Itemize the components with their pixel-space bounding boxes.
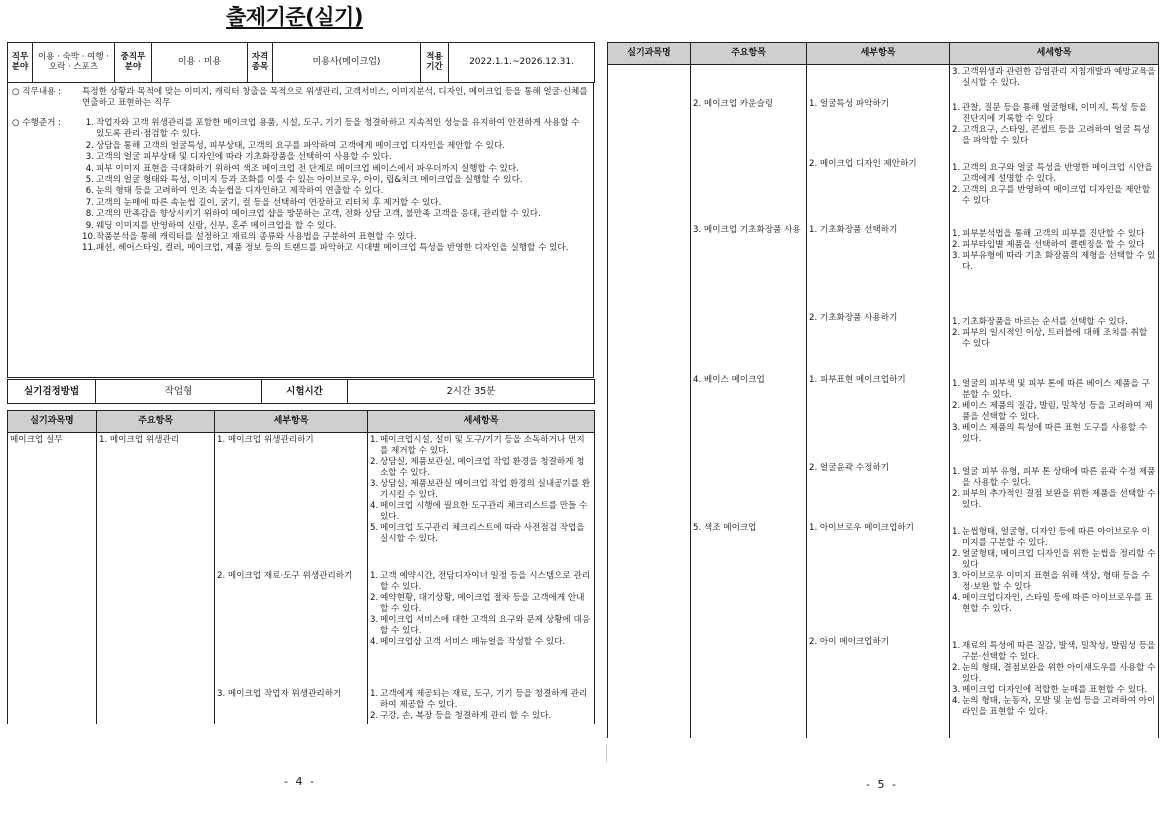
list-item [370, 435, 592, 457]
item-text: 피부의 추가적인 결점 보완을 위한 제품을 선택할 수 있다. [962, 489, 1156, 510]
item-text: 눈의 형태 등을 고려하여 인조 속눈썹을 디자인하고 제작하여 연출할 수 있다. [96, 186, 384, 197]
list-item [952, 571, 1156, 593]
sub-cell [215, 433, 368, 725]
list-item [952, 685, 1156, 696]
item-number: 4. [85, 163, 94, 174]
item-text: 메이크업 시행에 필요한 도구관리 체크리스트를 만들 수 있다. [380, 501, 588, 522]
item-text: 메이크업샵 고객 서비스 매뉴얼을 작성할 수 있다. [380, 637, 566, 647]
col-subject-right: 실기과목명 [608, 43, 691, 65]
list-item [82, 164, 589, 175]
m2-sub-2: 2. 메이크업 디자인 제안하기 [809, 159, 917, 169]
mid-field-label: 중직무 분야 [115, 43, 152, 83]
detail-cell-right [950, 65, 1159, 739]
item-number: 10. [82, 232, 96, 243]
item-number: 4. [952, 696, 961, 706]
item-number: 2. [952, 185, 961, 195]
item-number: 2. [370, 457, 379, 467]
main-item-5: 5. 색조 메이크업 [693, 523, 757, 533]
list-item [370, 457, 592, 479]
item-text: 기초화장품을 바르는 순서를 선택할 수 있다. [962, 317, 1128, 327]
item-text: 아이브로우 이미지 표현을 위해 색상, 형태 등을 수정·보완 할 수 있다 [962, 571, 1150, 592]
item-number: 2. [85, 140, 94, 151]
m4-detail-1 [952, 379, 1156, 467]
list-item [82, 152, 589, 163]
item-number: 11. [82, 243, 96, 254]
cert-value: 미용사(메이크업) [273, 43, 421, 83]
item-number: 3. [370, 479, 379, 489]
item-number: 1. [952, 379, 961, 389]
item-text: 고객의 눈매에 따른 속눈썹 길이, 굵기, 컬 등을 선택하여 연장하고 리터치 후 제거할 수 있다. [96, 197, 442, 208]
col-sub: 세부항목 [215, 411, 368, 433]
list-item [952, 641, 1156, 663]
list-item [952, 593, 1156, 615]
detail-list-3 [370, 689, 592, 722]
main-item-4: 4. 베이스 메이크업 [693, 375, 765, 385]
method-label: 실기검정방법 [8, 380, 96, 404]
perf-row [12, 118, 589, 255]
item-text: 웨딩 이미지를 반영하여 신랑, 신부, 혼주 메이크업을 할 수 있다. [96, 220, 337, 231]
item-text: 눈의 형태, 눈동자, 모발 및 눈썹 등을 고려하여 아이라인을 표현할 수 있다. [962, 696, 1156, 717]
period-value: 2022.1.1.~2026.12.31. [449, 43, 595, 83]
item-text: 패션, 헤어스타일, 컬러, 메이크업, 제품 정보 등의 트랜드를 파악하고 시대별 메이크업 특성을 반영한 디자인을 실행할 수 있다. [96, 243, 569, 254]
left-detail-table [7, 410, 595, 724]
item-text: 피부분석법을 통해 고객의 피부를 진단할 수 있다 [962, 229, 1145, 239]
list-item [952, 67, 1156, 89]
detail-list-1 [370, 435, 592, 571]
list-item [952, 527, 1156, 549]
main-cell [97, 433, 215, 725]
list-item [370, 637, 592, 648]
item-number: 1. [952, 163, 961, 173]
item-number: 2. [952, 328, 961, 338]
list-item [370, 571, 592, 593]
list-item [952, 229, 1156, 240]
list-item [952, 423, 1156, 445]
info-table [7, 42, 595, 83]
main-item-3: 3. 메이크업 기초화장품 사용 [693, 225, 801, 235]
item-text: 관찰, 질문 등을 통해 얼굴형태, 이미지, 특성 등을 진단지에 기록할 수 있다 [962, 103, 1148, 124]
col-sub-right: 세부항목 [807, 43, 950, 65]
item-number: 2. [952, 549, 961, 559]
item-text: 고객의 요구와 얼굴 특성을 반영한 메이크업 시안을 고객에게 설명할 수 있다. [962, 163, 1153, 184]
right-detail-table [607, 42, 1159, 738]
list-item [82, 209, 589, 220]
m4-sub-1: 1. 피부표현 메이크업하기 [809, 375, 906, 385]
main-cell-right [691, 65, 807, 739]
item-number: 1. [952, 317, 961, 327]
item-number: 1. [370, 571, 379, 581]
list-item [952, 401, 1156, 423]
list-item [82, 221, 589, 232]
list-item [370, 615, 592, 637]
item-number: 3. [370, 615, 379, 625]
col-detail: 세세항목 [368, 411, 595, 433]
item-text: 고객의 얼굴 형태와 특성, 이미지 등과 조화를 이룰 수 있는 아이브로우, 아이, 립&치크 메이크업을 실행할 수 있다. [96, 174, 523, 185]
m5-sub-1: 1. 아이브로우 메이크업하기 [809, 523, 914, 533]
subject-cell-right [608, 65, 691, 739]
item-text: 고객에게 제공되는 재료, 도구, 기기 등을 청결하게 관리하여 제공할 수 있다. [380, 689, 588, 710]
m4-sub-2: 2. 얼굴윤곽 수정하기 [809, 463, 890, 473]
item-text: 얼굴의 피부색 및 피부 톤에 따른 베이스 제품을 구분할 수 있다. [962, 379, 1150, 400]
m4-detail-2 [952, 467, 1156, 527]
m2-detail-1 [952, 103, 1156, 163]
main-item-1: 1. 메이크업 위생관리 [99, 435, 180, 445]
item-text: 메이크업 디자인에 적합한 눈매를 표현할 수 있다. [962, 685, 1148, 695]
m5-detail-1 [952, 527, 1156, 641]
item-text: 고객의 만족감을 향상시키기 위하여 메이크업 샵을 방문하는 고객, 전화 상담 고객, 불만족 고객을 응대, 관리할 수 있다. [96, 209, 541, 220]
document-title: 출제기준(실기) [226, 5, 363, 29]
list-item [952, 489, 1156, 511]
item-number: 4. [952, 593, 961, 603]
item-text: 눈의 형태, 결점보완을 위한 아이섀도우를 사용할 수 있다. [962, 663, 1156, 684]
list-item [82, 198, 589, 209]
item-text: 메이크업디자인, 스타일 등에 따른 아이브로우를 표현할 수 있다. [962, 593, 1153, 614]
item-text: 얼굴 피부 유형, 피부 톤 상태에 따른 윤곽 수정 제품을 사용할 수 있다. [962, 467, 1156, 488]
sub-cell-right [807, 65, 950, 739]
item-number: 9. [85, 220, 94, 231]
list-item [952, 103, 1156, 125]
m2-sub-1: 1. 얼굴특성 파악하기 [809, 99, 890, 109]
list-item [82, 243, 589, 254]
item-text: 메이크업시설, 설비 및 도구/기기 등을 소독하거나 먼지를 제거할 수 있다. [380, 435, 585, 456]
time-value: 2시간 35분 [348, 380, 595, 404]
job-field-value: 이용 · 숙박 · 여행 · 오락 · 스포츠 [33, 43, 115, 83]
list-item [370, 711, 592, 722]
list-item [952, 549, 1156, 571]
item-number: 2. [952, 125, 961, 135]
item-number: 5. [370, 523, 379, 533]
item-text: 고객의 요구를 반영하여 메이크업 디자인을 제안할 수 있다 [962, 185, 1150, 206]
duty-text: 특정한 상황과 목적에 맞는 이미지, 캐릭터 창출을 목적으로 위생관리, 고객서비스, 이미지분석, 디자인, 메이크업 등을 통해 얼굴·신체를 연출하고 표현하는 직무 [82, 87, 588, 109]
item-text: 작품분석을 통해 캐릭터를 설정하고 재료의 종류와 사용법을 구분하여 표현할 수 있다. [96, 232, 417, 243]
item-text: 피부의 일시적인 이상, 트러블에 대해 조치를 취할 수 있다 [962, 328, 1148, 349]
item-text: 고객 예약시간, 전담디자이너 일정 등을 시스템으로 관리할 수 있다. [380, 571, 591, 592]
item-number: 3. [952, 571, 961, 581]
item-text: 눈썹형태, 얼굴형, 디자인 등에 따른 아이브로우 이미지를 구분할 수 있다. [962, 527, 1150, 548]
mid-field-value: 이용 · 미용 [152, 43, 248, 83]
sub-item-3: 3. 메이크업 작업자 위생관리하기 [217, 689, 342, 699]
detail-cell [368, 433, 595, 725]
job-field-label: 직무 분야 [8, 43, 33, 83]
list-item [952, 379, 1156, 401]
m3-sub-1: 1. 기초화장품 선택하기 [809, 225, 898, 235]
duty-row [12, 87, 589, 110]
m3-detail-1 [952, 229, 1156, 317]
col-main-right: 주요항목 [691, 43, 807, 65]
list-item [952, 240, 1156, 251]
list-item [82, 141, 589, 152]
item-number: 6. [85, 186, 94, 197]
list-item [952, 696, 1156, 718]
detail-list-top [952, 67, 1156, 103]
item-number: 2. [370, 593, 379, 603]
m5-sub-2: 2. 아이 메이크업하기 [809, 637, 890, 647]
list-item [370, 501, 592, 523]
item-number: 2. [952, 663, 961, 673]
item-number: 2. [370, 711, 379, 721]
item-number: 3. [952, 423, 961, 433]
perf-label: ○ 수행준거 : [12, 117, 62, 128]
item-text: 메이크업 서비스에 대한 고객의 요구와 문제 상황에 대응할 수 있다. [380, 615, 591, 636]
item-number: 3. [952, 67, 961, 77]
method-table [7, 379, 595, 404]
item-number: 1. [85, 117, 94, 128]
item-number: 3. [952, 251, 961, 261]
period-label: 적용 기간 [421, 43, 449, 83]
page-number-right: - 5 - [866, 778, 898, 791]
item-number: 1. [952, 229, 961, 239]
item-text: 상담실, 제품보관실, 메이크업 작업 환경을 청결하게 청소할 수 있다. [380, 457, 585, 478]
item-number: 2. [952, 489, 961, 499]
detail-list-2 [370, 571, 592, 689]
item-number: 1. [952, 527, 961, 537]
item-number: 1. [952, 103, 961, 113]
subject-name: 메이크업 실무 [10, 435, 63, 445]
list-item [952, 663, 1156, 685]
item-number: 4. [370, 501, 379, 511]
list-item [952, 185, 1156, 207]
m5-detail-2 [952, 641, 1156, 718]
item-number: 7. [85, 197, 94, 208]
col-detail-right: 세세항목 [950, 43, 1159, 65]
summary-box [7, 82, 594, 378]
item-number: 4. [370, 637, 379, 647]
item-number: 1. [370, 435, 379, 445]
sub-item-2: 2. 메이크업 재료·도구 위생관리하기 [217, 571, 353, 581]
left-detail-clip [0, 410, 600, 738]
item-number: 3. [85, 152, 94, 163]
list-item [82, 232, 589, 243]
item-text: 상담실, 제품보관실 메이크업 작업 환경의 실내공기를 환기시킬 수 있다. [380, 479, 591, 500]
list-item [82, 175, 589, 186]
list-item [370, 523, 592, 545]
list-item [952, 317, 1156, 328]
item-text: 메이크업 도구관리 체크리스트에 따라 사전점검 작업을 실시할 수 있다. [380, 523, 585, 544]
list-item [82, 118, 589, 141]
item-text: 작업자와 고객 위생관리를 포함한 메이크업 용품, 시설, 도구, 기기 등을 청결하하고 지속적인 성능을 유지하여 안전하게 사용할 수 있도록 관리·점검할 수 있다. [96, 117, 580, 140]
item-number: 2. [952, 240, 961, 250]
main-item-2: 2. 메이크업 카운슬링 [693, 99, 774, 109]
item-number: 2. [952, 401, 961, 411]
method-value: 작업형 [96, 380, 262, 404]
item-text: 고객의 얼굴 피부상태 및 디자인에 따라 기초화장품을 선택하여 사용할 수 있다. [96, 152, 392, 163]
col-subject: 실기과목명 [8, 411, 97, 433]
m3-detail-2 [952, 317, 1156, 379]
item-text: 상담을 통해 고객의 얼굴특성, 피부상태, 고객의 요구를 파악하여 고객에게 메이크업 디자인을 제안할 수 있다. [96, 140, 505, 151]
item-text: 예약현황, 대기상황, 메이크업 절차 등을 고객에게 안내할 수 있다. [380, 593, 585, 614]
list-item [952, 251, 1156, 273]
right-detail-clip [604, 0, 1164, 738]
item-text: 베이스 제품의 특성에 따른 표현 도구를 사용할 수 있다. [962, 423, 1148, 444]
item-text: 재료의 특성에 따른 질감, 발색, 밀착성, 발림성 등을 구분·선택할 수 있다. [962, 641, 1156, 662]
page-number-left: - 4 - [284, 775, 316, 788]
list-item [952, 467, 1156, 489]
time-label: 시험시간 [262, 380, 348, 404]
list-item [370, 479, 592, 501]
item-number: 8. [85, 209, 94, 220]
item-text: 얼굴형태, 메이크업 디자인을 위한 눈썹을 정리할 수 있다 [962, 549, 1156, 570]
item-text: 구강, 손, 복장 등을 청결하게 관리 할 수 있다. [380, 711, 552, 721]
list-item [952, 163, 1156, 185]
item-text: 고객위생과 관련한 감염관리 지침개발과 예방교육을 실시할 수 있다. [962, 67, 1156, 88]
item-number: 1. [952, 467, 961, 477]
list-item [952, 125, 1156, 147]
item-text: 피부유형에 따라 기초 화장품의 제형을 선택할 수 있다. [962, 251, 1156, 272]
item-number: 5. [85, 174, 94, 185]
list-item [82, 186, 589, 197]
sub-item-1: 1. 메이크업 위생관리하기 [217, 435, 314, 445]
item-number: 1. [952, 641, 961, 651]
list-item [952, 328, 1156, 350]
item-number: 1. [370, 689, 379, 699]
m2-detail-2 [952, 163, 1156, 229]
list-item [370, 593, 592, 615]
duty-label: ○ 직무내용 : [12, 87, 62, 97]
item-text: 고객요구, 스타일, 콘셉트 등을 고려하여 얼굴 특성을 파악할 수 있다 [962, 125, 1150, 146]
subject-cell [8, 433, 97, 725]
item-text: 피부 이미지 표현을 극대화하기 위하여 색조 메이크업 전 단계로 메이크업 베이스에서 파우더까지 실행할 수 있다. [96, 163, 519, 174]
item-text: 베이스 제품의 질감, 발림, 밀착성 등을 고려하여 제품을 선택할 수 있다. [962, 401, 1153, 422]
item-text: 피부타입별 제품을 선택하여 클렌징을 할 수 있다 [962, 240, 1145, 250]
m3-sub-2: 2. 기초화장품 사용하기 [809, 313, 898, 323]
page-right [604, 0, 1164, 824]
list-item [370, 689, 592, 711]
col-main: 주요항목 [97, 411, 215, 433]
item-number: 3. [952, 685, 961, 695]
cert-label: 자격 종목 [248, 43, 273, 83]
perf-list [82, 118, 589, 255]
